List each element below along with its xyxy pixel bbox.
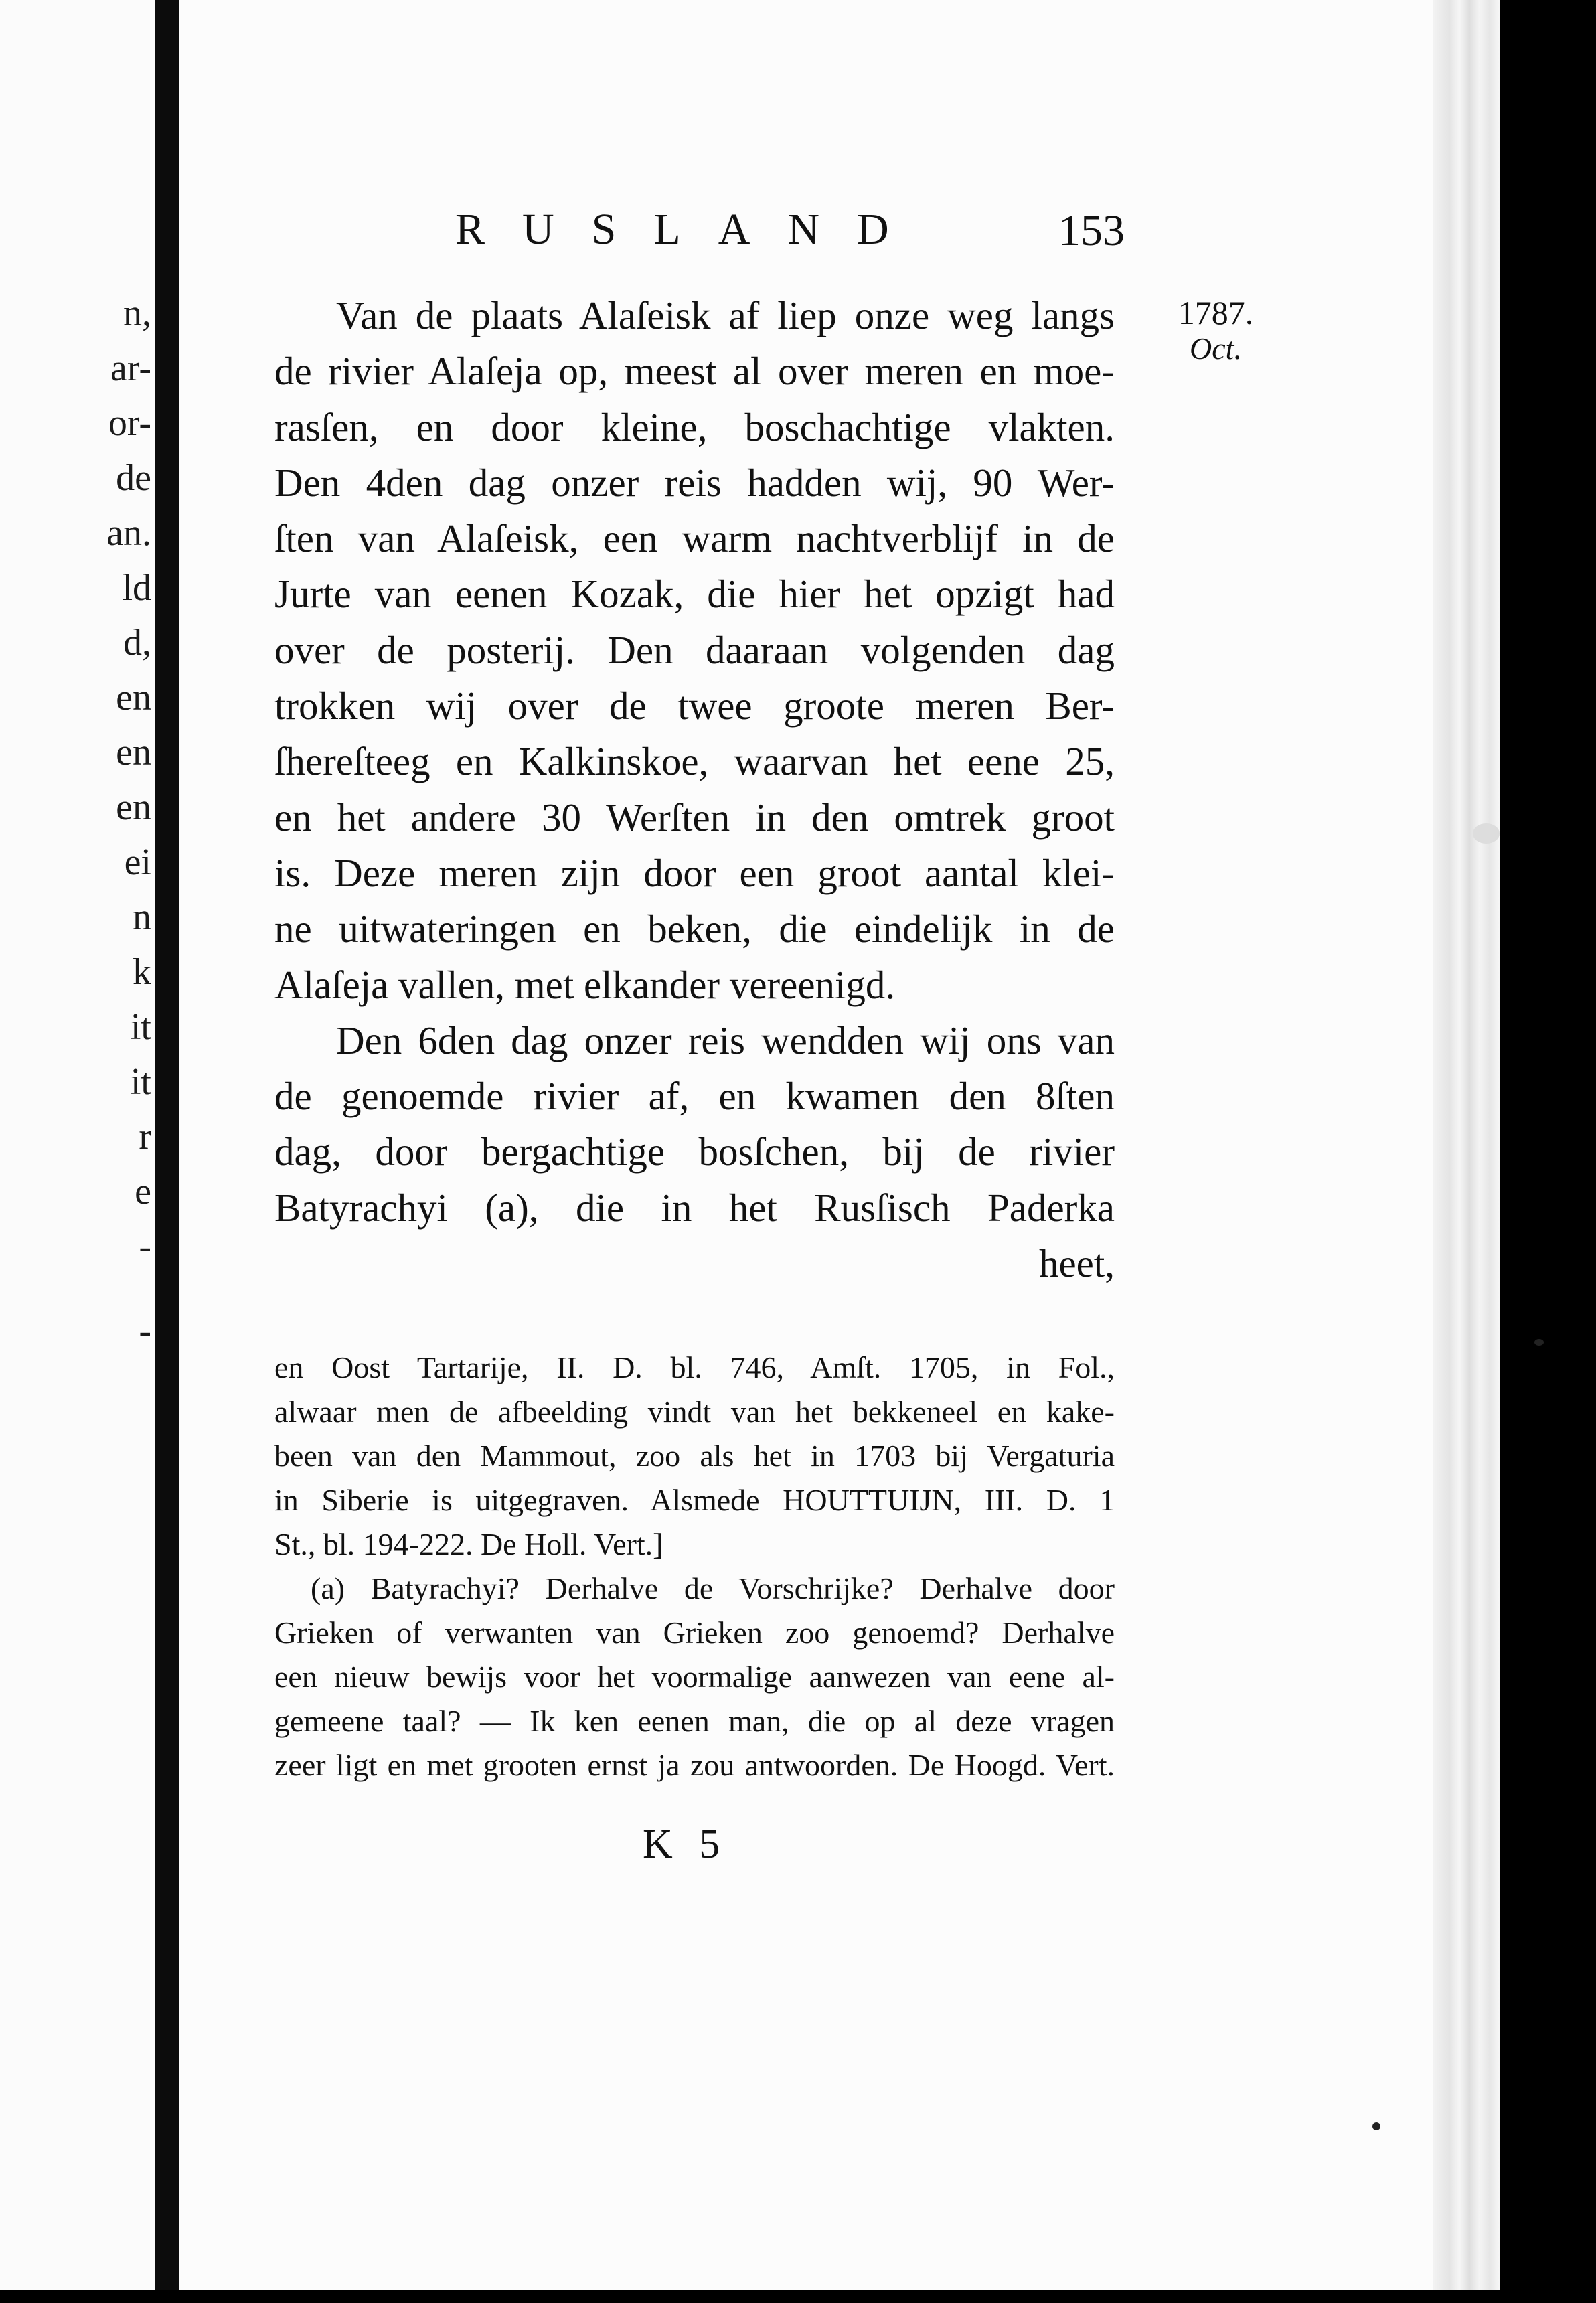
margin-note-month: Oct.	[1190, 331, 1242, 366]
facing-page-fragment: -	[139, 1226, 151, 1267]
body-line: ne uitwateringen en beken, die eindelijk in de	[274, 906, 1115, 951]
body-line: Van de plaats Alaſeisk af liep onze weg langs	[336, 293, 1115, 337]
body-line: Den 4den dag onzer reis hadden wij, 90 Wer-	[274, 460, 1115, 505]
body-line: dag, door bergachtige bosſchen, bij de rivier	[274, 1129, 1115, 1174]
ink-speck	[1534, 1339, 1544, 1346]
ink-speck	[1372, 2122, 1380, 2130]
body-line: de genoemde rivier af, en kwamen den 8ſten	[274, 1074, 1115, 1119]
page-number: 153	[1058, 206, 1125, 255]
footnote-line: St., bl. 194-222. De Holl. Vert.]	[274, 1527, 663, 1561]
body-line: Jurte van eenen Kozak, die hier het opzigt had	[274, 572, 1115, 617]
body-line: is. Deze meren zijn door een groot aantal klei-	[274, 850, 1115, 895]
facing-page-fragment: d,	[123, 622, 151, 663]
footnote-line: een nieuw bewijs voor het voormalige aanwezen van eene al-	[274, 1660, 1115, 1694]
body-text	[274, 288, 1115, 1291]
facing-page-fragment: k	[133, 951, 151, 993]
page-stack-edge	[1433, 0, 1500, 2296]
facing-page-fragment: de	[116, 457, 151, 499]
facing-page-edge	[0, 0, 155, 2303]
facing-page-fragment: it	[130, 1006, 151, 1048]
margin-note-year: 1787.	[1178, 294, 1254, 331]
footnote-line: gemeene taal? — Ik ken eenen man, die op al deze vragen	[274, 1704, 1115, 1738]
body-line: Alaſeja vallen, met elkander vereenigd.	[274, 962, 896, 1007]
body-line: over de posterij. Den daaraan volgenden dag	[274, 627, 1115, 672]
footnotes	[274, 1346, 1115, 1788]
facing-page-fragment: n,	[123, 293, 151, 334]
scan-border	[0, 2290, 1596, 2303]
footnote-line: en Oost Tartarije, II. D. bl. 746, Amſt. 1705, in Fol.,	[274, 1350, 1115, 1384]
body-line: rasſen, en door kleine, boschachtige vlakten.	[274, 404, 1115, 449]
margin-note	[1169, 295, 1263, 367]
footnote-line: alwaar men de afbeelding vindt van het bekkeneel en kake-	[274, 1395, 1115, 1429]
facing-page-fragment: an.	[106, 512, 151, 554]
facing-page-fragment: en	[116, 677, 151, 718]
facing-page-fragment: it	[130, 1061, 151, 1103]
facing-page-fragment: r	[139, 1116, 151, 1158]
facing-page-fragment: ld	[122, 567, 151, 609]
footnote-line: zeer ligt en met grooten ernst ja zou antwoorden. De Hoogd. Vert.	[274, 1748, 1115, 1782]
facing-page-fragment: ei	[124, 842, 151, 883]
book-gutter	[155, 0, 179, 2303]
running-title: RUSLAND	[455, 205, 927, 254]
signature-mark: K 5	[643, 1822, 728, 1867]
body-line: en het andere 30 Werſten in den omtrek groot	[274, 795, 1115, 840]
body-line: Den 6den dag onzer reis wendden wij ons van	[336, 1018, 1115, 1062]
body-line: ſten van Alaſeisk, een warm nachtverblijf in de	[274, 516, 1115, 561]
catchword: heet,	[1038, 1241, 1115, 1286]
running-head	[455, 204, 1125, 264]
footnote-line: Grieken of verwanten van Grieken zoo genoemd? Derhalve	[274, 1615, 1115, 1650]
body-line: de rivier Alaſeja op, meest al over meren en moe-	[274, 349, 1115, 394]
body-line: Batyrachyi (a), die in het Rusſisch Paderka	[274, 1185, 1115, 1230]
facing-page-fragment: n	[133, 896, 151, 938]
facing-page-fragment: en	[116, 732, 151, 773]
facing-page-fragment: en	[116, 787, 151, 828]
footnote-line: in Siberie is uitgegraven. Alsmede HOUTTUIJN, III. D. 1	[274, 1483, 1115, 1517]
facing-page-fragment: -	[139, 1310, 151, 1352]
body-line: ſhereſteeg en Kalkinskoe, waarvan het eene 25,	[274, 739, 1115, 784]
facing-page-fragment: or-	[108, 402, 151, 444]
paper-tear	[1473, 823, 1500, 844]
footnote-line: been van den Mammout, zoo als het in 1703 bij Vergaturia	[274, 1439, 1115, 1473]
facing-page-fragment: e	[135, 1171, 151, 1212]
footnote-line: (a) Batyrachyi? Derhalve de Vorschrijke? Derhalve door	[311, 1571, 1115, 1605]
facing-page-fragment: ar-	[110, 347, 151, 389]
body-line: trokken wij over de twee groote meren Ber-	[274, 684, 1115, 728]
